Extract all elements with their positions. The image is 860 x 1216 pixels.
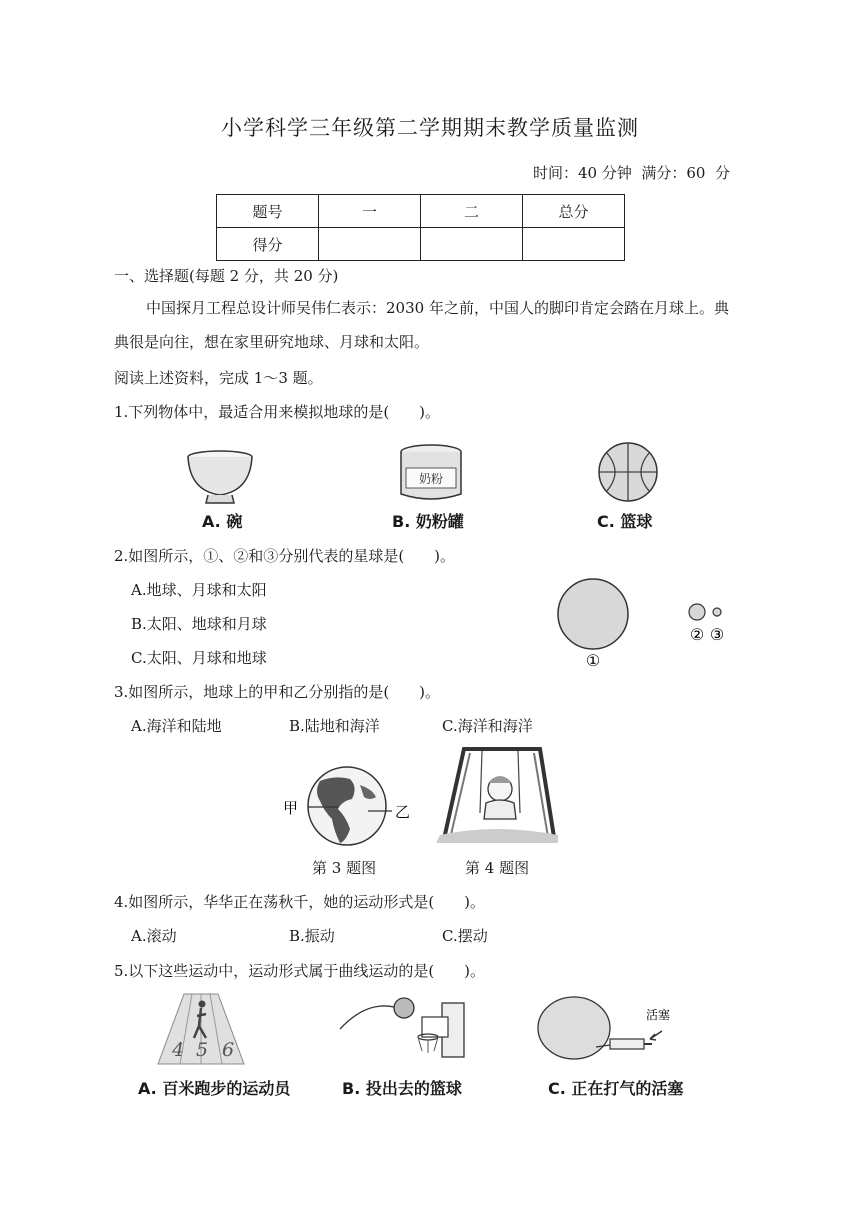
q1-option-a[interactable]: A. 碗: [202, 512, 243, 531]
label-2: ②: [689, 625, 705, 644]
swing-figure: [430, 743, 562, 845]
fig4-caption: 第 4 题图: [465, 859, 530, 877]
fig3-caption: 第 3 题图: [312, 859, 377, 877]
planets-figure: [550, 578, 740, 672]
section-heading: 一、选择题(每题 2 分，共 20 分): [114, 267, 339, 285]
q5-option-c[interactable]: C. 正在打气的活塞: [548, 1079, 684, 1098]
q3-option-b[interactable]: B.陆地和海洋: [289, 717, 380, 735]
q4-option-c[interactable]: C.摆动: [442, 927, 488, 945]
question-5: 5.以下这些运动中，运动形式属于曲线运动的是( )。: [114, 962, 486, 980]
runner-track-icon: [154, 990, 248, 1066]
label-jia: 甲: [283, 799, 299, 817]
can-label: 奶粉: [418, 472, 444, 486]
q4-option-b[interactable]: B.振动: [289, 927, 335, 945]
lane-5: 5: [196, 1039, 209, 1061]
instruction: 阅读上述资料，完成 1～3 题。: [114, 369, 323, 387]
question-2: 2.如图所示，①、②和③分别代表的星球是( )。: [114, 547, 456, 565]
label-3: ③: [709, 625, 725, 644]
q3-option-c[interactable]: C.海洋和海洋: [442, 717, 533, 735]
score-header-cell: 二: [421, 195, 523, 228]
planet-3: [713, 608, 721, 616]
score-table-row: [217, 228, 625, 261]
score-header-cell: 题号: [217, 195, 319, 228]
pump-piston-icon: [536, 995, 682, 1061]
planet-2: [689, 604, 705, 620]
lane-6: 6: [222, 1039, 235, 1061]
milk-can-icon: [396, 442, 466, 506]
score-header-cell: 一: [319, 195, 421, 228]
q4-option-a[interactable]: A.滚动: [131, 927, 177, 945]
pump-label: 活塞: [646, 1008, 671, 1022]
q2-option-c[interactable]: C.太阳、月球和地球: [131, 649, 267, 667]
score-row-label: 得分: [217, 228, 319, 261]
q1-option-c[interactable]: C. 篮球: [597, 512, 653, 531]
q1-option-b[interactable]: B. 奶粉罐: [392, 512, 464, 531]
score-header-cell: 总分: [523, 195, 625, 228]
basketball-throw-icon: [336, 993, 468, 1061]
label-yi: 乙: [395, 803, 411, 821]
score-cell[interactable]: [523, 228, 625, 261]
q2-option-b[interactable]: B.太阳、地球和月球: [131, 615, 267, 633]
label-1: ①: [585, 651, 601, 670]
score-table-header-row: [217, 195, 625, 228]
question-3: 3.如图所示，地球上的甲和乙分别指的是( )。: [114, 683, 441, 701]
question-1: 1.下列物体中，最适合用来模拟地球的是( )。: [114, 403, 441, 421]
basketball-icon: [596, 440, 660, 504]
q5-option-a[interactable]: A. 百米跑步的运动员: [138, 1079, 291, 1098]
score-cell[interactable]: [421, 228, 523, 261]
passage: 中国探月工程总设计师吴伟仁表示：2030 年之前，中国人的脚印肯定会踏在月球上。典典很是向往，想在家里研究地球、月球和太阳。: [114, 299, 729, 351]
exam-meta: 时间：40 分钟 满分：60 分: [532, 164, 730, 182]
score-cell[interactable]: [319, 228, 421, 261]
q2-option-a[interactable]: A.地球、月球和太阳: [131, 581, 267, 599]
page-title: 小学科学三年级第二学期期末教学质量监测: [221, 116, 639, 140]
score-table: [216, 194, 625, 261]
earth-figure: [280, 765, 415, 849]
lane-4: 4: [172, 1039, 185, 1061]
q5-option-b[interactable]: B. 投出去的篮球: [342, 1079, 462, 1098]
bowl-icon: [180, 445, 260, 505]
q3-option-a[interactable]: A.海洋和陆地: [131, 717, 222, 735]
planet-1: [558, 579, 628, 649]
question-4: 4.如图所示，华华正在荡秋千，她的运动形式是( )。: [114, 893, 486, 911]
